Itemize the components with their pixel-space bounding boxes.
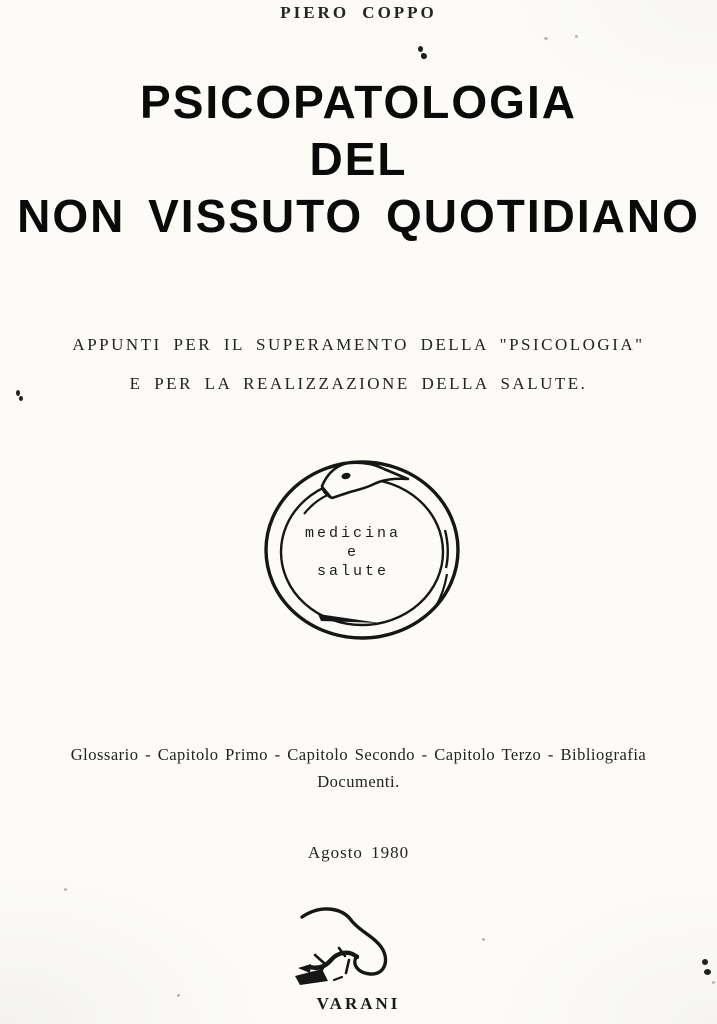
publisher-name: VARANI <box>316 994 401 1013</box>
title-line-1: PSICOPATOLOGIA <box>140 76 577 128</box>
lizard-icon <box>293 906 413 992</box>
scan-speck <box>177 994 180 997</box>
scan-speck <box>16 390 20 396</box>
subtitle-line-1: APPUNTI PER IL SUPERAMENTO DELLA "PSICOLOGIA" <box>72 335 645 354</box>
scan-speck <box>704 969 711 975</box>
scan-speck <box>418 46 423 52</box>
scan-speck <box>575 35 578 38</box>
series-emblem <box>258 454 464 646</box>
scan-speck <box>712 981 715 984</box>
title-line-3: NON VISSUTO QUOTIDIANO <box>17 190 700 242</box>
subtitle <box>0 325 717 403</box>
scan-speck <box>421 53 427 59</box>
scan-speck <box>482 938 485 941</box>
subtitle-line-2: E PER LA REALIZZAZIONE DELLA SALUTE. <box>129 374 588 393</box>
title-line-2: DEL <box>309 133 408 185</box>
publication-date: Agosto 1980 <box>307 843 410 862</box>
emblem-text-line-2: e <box>346 544 359 561</box>
scan-speck <box>64 888 67 891</box>
contents-line-2: Documenti. <box>317 772 400 791</box>
contents-line-1: Glossario - Capitolo Primo - Capitolo Secondo - Capitolo Terzo - Bibliografia <box>70 745 647 764</box>
book-title <box>0 74 717 245</box>
emblem-text <box>258 524 448 581</box>
emblem-text-line-1: medicina <box>304 525 401 542</box>
scan-speck <box>544 37 548 40</box>
emblem-text-line-3: salute <box>316 563 389 580</box>
author-name: PIERO COPPO <box>280 3 437 22</box>
scan-speck <box>702 959 708 965</box>
contents-line <box>0 741 717 795</box>
scan-speck <box>19 396 23 401</box>
